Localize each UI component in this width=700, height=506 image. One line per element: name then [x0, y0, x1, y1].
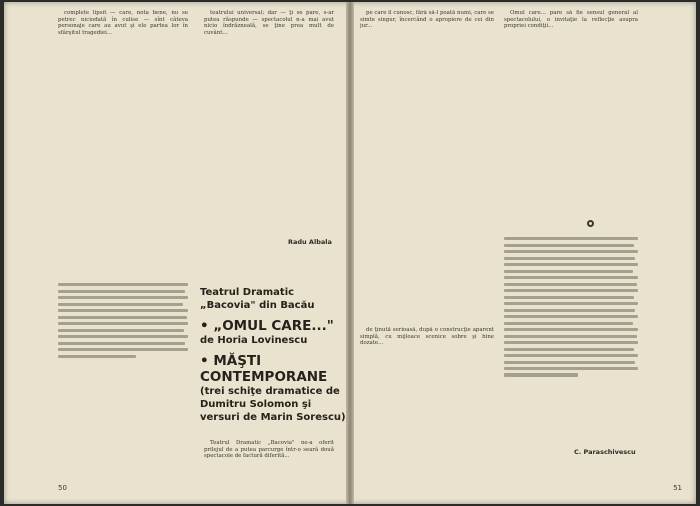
- play-2-subtitle: (trei schiţe dramatice de Dumitru Solomon şi versuri de Marin Sorescu): [200, 386, 346, 423]
- left-page: [4, 2, 348, 504]
- right-column-2-continuation: [504, 237, 638, 376]
- left-page-column-2: [204, 10, 334, 190]
- play-2-title: • MĂŞTI CONTEMPORANE: [200, 353, 328, 385]
- theatre-name: Teatrul Dramatic „Bacovia" din Bacău: [200, 287, 315, 311]
- left-column-2-paragraph: teatrului universal; dar — ţi se pare, s-ar putea răspunde — spectacolul n-a mai avut nicio îndrăzneală, se ţine prea mult de cuvânt...: [204, 10, 334, 36]
- lower-left-column-2-continuation: de ţinută serioasă, după o construcţie aparent simplă, cu mijloace scenice sobre şi bine dozate...: [360, 327, 494, 346]
- left-page-lower-column-2: [204, 440, 334, 490]
- right-page-column-2: [504, 10, 638, 215]
- right-page-lower-column-1: [360, 327, 494, 487]
- right-column-2-paragraph: Omul care... pare să fie sensul general al spectacolului, o invitaţie la reflecţie asupra propriei condiţii...: [504, 10, 638, 29]
- page-number-left: 50: [58, 484, 67, 492]
- page-number-right: 51: [673, 484, 682, 492]
- article-signature-right: C. Paraschivescu: [574, 448, 636, 456]
- left-column-1-continuation: [58, 283, 188, 358]
- right-column-1-paragraph: pe care îl cunosc, fără să-l poată numi, care se simte singur, încercând o apropiere de cei din jur...: [360, 10, 494, 29]
- right-page: [352, 2, 696, 504]
- article-signature-left: Radu Albala: [288, 238, 332, 246]
- left-column-1-paragraph: complete lipsit — care, nota bene, nu se petrec niciodată în culise — sînt câteva personaje care au avut şi ele partea lor în sfârşitul tragediei...: [58, 10, 188, 36]
- article-headline: [200, 286, 348, 424]
- play-1-title: • „OMUL CARE...": [200, 318, 334, 334]
- lower-left-column-2-paragraph: Teatrul Dramatic „Bacovia" ne-a oferit prilejul de a putea parcurge într-o seară două spectacole de factură diferită...: [204, 440, 334, 459]
- left-page-lower-column-1: [58, 280, 188, 475]
- section-ornament: [587, 220, 594, 227]
- right-page-column-1: [360, 10, 494, 215]
- right-page-lower-column-2: [504, 234, 638, 454]
- magazine-spread: [4, 2, 696, 504]
- play-1-author: de Horia Lovinescu: [200, 335, 308, 346]
- left-page-column-1: [58, 10, 188, 278]
